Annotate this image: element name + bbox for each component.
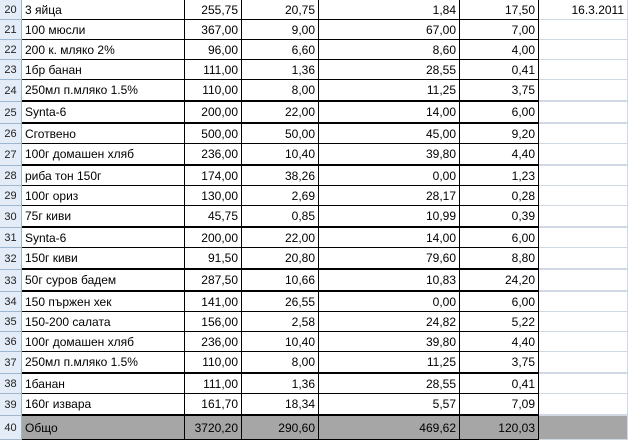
cell-value-3[interactable]: 45,00 <box>319 124 460 144</box>
table-row <box>0 0 628 20</box>
cell-extra[interactable] <box>539 166 628 186</box>
cell-name[interactable]: 100г ориз <box>22 186 185 206</box>
cell-value-1[interactable]: 110,00 <box>185 352 242 374</box>
cell-value-4[interactable]: 4,00 <box>460 40 539 60</box>
cell-value-4[interactable]: 24,20 <box>460 270 539 292</box>
row-header[interactable]: 40 <box>0 416 22 440</box>
cell-value-3[interactable]: 39,80 <box>319 332 460 352</box>
cell-value-3[interactable]: 10,99 <box>319 206 460 228</box>
cell-name[interactable]: 150 пържен хек <box>22 292 185 312</box>
cell-extra[interactable]: 16.3.2011 <box>539 0 628 20</box>
cell-value-3[interactable]: 1,84 <box>319 0 460 20</box>
cell-value-2[interactable]: 38,26 <box>242 166 319 186</box>
table-row <box>0 228 628 248</box>
cell-value-1[interactable]: 287,50 <box>185 270 242 292</box>
cell-extra[interactable] <box>539 186 628 206</box>
cell-value-4[interactable]: 9,20 <box>460 124 539 144</box>
cell-value-1[interactable]: 91,50 <box>185 248 242 270</box>
table-row <box>0 20 628 40</box>
cell-value-3[interactable]: 79,60 <box>319 248 460 270</box>
cell-value-2[interactable]: 1,36 <box>242 374 319 394</box>
cell-value-1[interactable]: 255,75 <box>185 0 242 20</box>
cell-name[interactable]: 1банан <box>22 374 185 394</box>
cell-extra[interactable] <box>539 124 628 144</box>
cell-value-3[interactable]: 28,55 <box>319 374 460 394</box>
cell-name[interactable]: 100г домашен хляб <box>22 332 185 352</box>
cell-value-4[interactable]: 3,75 <box>460 80 539 102</box>
cell-extra[interactable] <box>539 270 628 292</box>
table-row <box>0 102 628 124</box>
cell-extra[interactable] <box>539 102 628 124</box>
cell-value-4[interactable]: 5,22 <box>460 312 539 332</box>
cell-name[interactable]: 50г суров бадем <box>22 270 185 292</box>
row-header[interactable]: 30 <box>0 206 22 228</box>
cell-extra[interactable] <box>539 20 628 40</box>
table-row <box>0 144 628 166</box>
table-row <box>0 124 628 144</box>
cell-value-3[interactable]: 0,00 <box>319 292 460 312</box>
cell-value-3[interactable]: 11,25 <box>319 80 460 102</box>
cell-value-1[interactable]: 141,00 <box>185 292 242 312</box>
cell-name[interactable]: Общо <box>22 416 185 440</box>
row-header[interactable]: 27 <box>0 144 22 166</box>
row-header[interactable]: 33 <box>0 270 22 292</box>
cell-extra[interactable] <box>539 332 628 352</box>
cell-value-3[interactable]: 14,00 <box>319 102 460 124</box>
cell-value-4[interactable]: 3,75 <box>460 352 539 374</box>
cell-name[interactable]: 100 мюсли <box>22 20 185 40</box>
cell-name[interactable]: Synta-6 <box>22 228 185 248</box>
cell-value-1[interactable]: 111,00 <box>185 374 242 394</box>
cell-name[interactable]: 1бр банан <box>22 60 185 80</box>
cell-name[interactable]: 250мл п.мляко 1.5% <box>22 352 185 374</box>
cell-value-2[interactable]: 20,80 <box>242 248 319 270</box>
cell-value-2[interactable]: 2,69 <box>242 186 319 206</box>
table-row <box>0 416 628 440</box>
cell-name[interactable]: риба тон 150г <box>22 166 185 186</box>
cell-value-1[interactable]: 130,00 <box>185 186 242 206</box>
cell-value-3[interactable]: 14,00 <box>319 228 460 248</box>
cell-extra[interactable] <box>539 206 628 228</box>
cell-value-3[interactable]: 8,60 <box>319 40 460 60</box>
row-header[interactable]: 32 <box>0 248 22 270</box>
cell-name[interactable]: 100г домашен хляб <box>22 144 185 166</box>
cell-value-2[interactable]: 6,60 <box>242 40 319 60</box>
cell-value-3[interactable]: 469,62 <box>319 416 460 440</box>
cell-value-1[interactable]: 96,00 <box>185 40 242 60</box>
cell-value-1[interactable]: 3720,20 <box>185 416 242 440</box>
cell-extra[interactable] <box>539 394 628 416</box>
table-row <box>0 352 628 374</box>
table-row <box>0 248 628 270</box>
table-row <box>0 60 628 80</box>
cell-value-1[interactable]: 236,00 <box>185 332 242 352</box>
cell-value-2[interactable]: 22,00 <box>242 102 319 124</box>
cell-value-4[interactable]: 6,00 <box>460 228 539 248</box>
cell-value-4[interactable]: 0,28 <box>460 186 539 206</box>
cell-value-2[interactable]: 9,00 <box>242 20 319 40</box>
cell-extra[interactable] <box>539 144 628 166</box>
cell-value-1[interactable]: 500,00 <box>185 124 242 144</box>
cell-value-4[interactable]: 0,41 <box>460 374 539 394</box>
cell-extra[interactable] <box>539 60 628 80</box>
cell-name[interactable]: 250мл п.мляко 1.5% <box>22 80 185 102</box>
cell-value-3[interactable]: 10,83 <box>319 270 460 292</box>
cell-name[interactable]: 150-200 салата <box>22 312 185 332</box>
cell-value-3[interactable]: 39,80 <box>319 144 460 166</box>
row-header[interactable]: 24 <box>0 80 22 102</box>
cell-value-4[interactable]: 4,40 <box>460 144 539 166</box>
cell-name[interactable]: Сготвено <box>22 124 185 144</box>
row-header[interactable]: 26 <box>0 124 22 144</box>
row-header[interactable]: 21 <box>0 20 22 40</box>
cell-name[interactable]: Synta-6 <box>22 102 185 124</box>
row-header[interactable]: 29 <box>0 186 22 206</box>
cell-value-1[interactable]: 161,70 <box>185 394 242 416</box>
cell-name[interactable]: 160г извара <box>22 394 185 416</box>
table-row <box>0 374 628 394</box>
cell-extra[interactable] <box>539 292 628 312</box>
cell-value-3[interactable]: 5,57 <box>319 394 460 416</box>
cell-extra[interactable] <box>539 374 628 394</box>
cell-value-1[interactable]: 156,00 <box>185 312 242 332</box>
cell-value-1[interactable]: 111,00 <box>185 60 242 80</box>
cell-value-2[interactable]: 26,55 <box>242 292 319 312</box>
cell-value-1[interactable]: 45,75 <box>185 206 242 228</box>
cell-name[interactable]: 3 яйца <box>22 0 185 20</box>
row-header[interactable]: 37 <box>0 352 22 374</box>
cell-value-4[interactable]: 120,03 <box>460 416 539 440</box>
row-header[interactable]: 36 <box>0 332 22 352</box>
cell-value-2[interactable]: 10,40 <box>242 144 319 166</box>
row-header[interactable]: 39 <box>0 394 22 416</box>
cell-extra[interactable] <box>539 416 628 440</box>
cell-value-2[interactable]: 50,00 <box>242 124 319 144</box>
row-header[interactable]: 34 <box>0 292 22 312</box>
cell-value-1[interactable]: 110,00 <box>185 80 242 102</box>
cell-value-1[interactable]: 174,00 <box>185 166 242 186</box>
row-header[interactable]: 38 <box>0 374 22 394</box>
row-header[interactable]: 35 <box>0 312 22 332</box>
table-row <box>0 332 628 352</box>
table-row <box>0 394 628 416</box>
cell-value-2[interactable]: 22,00 <box>242 228 319 248</box>
cell-value-2[interactable]: 18,34 <box>242 394 319 416</box>
cell-value-3[interactable]: 67,00 <box>319 20 460 40</box>
cell-value-4[interactable]: 7,09 <box>460 394 539 416</box>
cell-value-2[interactable]: 1,36 <box>242 60 319 80</box>
cell-value-4[interactable]: 7,00 <box>460 20 539 40</box>
table-row <box>0 166 628 186</box>
table-row <box>0 186 628 206</box>
cell-value-4[interactable]: 8,80 <box>460 248 539 270</box>
cell-value-4[interactable]: 6,00 <box>460 292 539 312</box>
cell-value-2[interactable]: 20,75 <box>242 0 319 20</box>
cell-extra[interactable] <box>539 312 628 332</box>
table-row <box>0 206 628 228</box>
cell-value-4[interactable]: 17,50 <box>460 0 539 20</box>
cell-value-4[interactable]: 0,39 <box>460 206 539 228</box>
cell-value-3[interactable]: 0,00 <box>319 166 460 186</box>
cell-value-4[interactable]: 4,40 <box>460 332 539 352</box>
cell-value-1[interactable]: 200,00 <box>185 228 242 248</box>
cell-extra[interactable] <box>539 40 628 60</box>
cell-value-4[interactable]: 1,23 <box>460 166 539 186</box>
row-header[interactable]: 20 <box>0 0 22 20</box>
cell-value-1[interactable]: 200,00 <box>185 102 242 124</box>
table-row <box>0 80 628 102</box>
table-row <box>0 312 628 332</box>
row-header[interactable]: 31 <box>0 228 22 248</box>
cell-value-2[interactable]: 0,85 <box>242 206 319 228</box>
row-header[interactable]: 25 <box>0 102 22 124</box>
cell-name[interactable]: 200 к. мляко 2% <box>22 40 185 60</box>
cell-value-2[interactable]: 8,00 <box>242 352 319 374</box>
table-row <box>0 270 628 292</box>
row-header[interactable]: 22 <box>0 40 22 60</box>
cell-value-2[interactable]: 10,40 <box>242 332 319 352</box>
cell-value-3[interactable]: 28,17 <box>319 186 460 206</box>
row-header[interactable]: 23 <box>0 60 22 80</box>
cell-value-2[interactable]: 2,58 <box>242 312 319 332</box>
cell-extra[interactable] <box>539 352 628 374</box>
cell-value-2[interactable]: 10,66 <box>242 270 319 292</box>
cell-value-3[interactable]: 11,25 <box>319 352 460 374</box>
cell-value-3[interactable]: 28,55 <box>319 60 460 80</box>
cell-value-2[interactable]: 8,00 <box>242 80 319 102</box>
cell-value-1[interactable]: 236,00 <box>185 144 242 166</box>
cell-value-4[interactable]: 0,41 <box>460 60 539 80</box>
row-header[interactable]: 28 <box>0 166 22 186</box>
cell-value-3[interactable]: 24,82 <box>319 312 460 332</box>
cell-name[interactable]: 75г киви <box>22 206 185 228</box>
cell-extra[interactable] <box>539 248 628 270</box>
cell-extra[interactable] <box>539 80 628 102</box>
cell-value-2[interactable]: 290,60 <box>242 416 319 440</box>
cell-extra[interactable] <box>539 228 628 248</box>
cell-name[interactable]: 150г киви <box>22 248 185 270</box>
table-row <box>0 40 628 60</box>
table-row <box>0 292 628 312</box>
cell-value-1[interactable]: 367,00 <box>185 20 242 40</box>
cell-value-4[interactable]: 6,00 <box>460 102 539 124</box>
